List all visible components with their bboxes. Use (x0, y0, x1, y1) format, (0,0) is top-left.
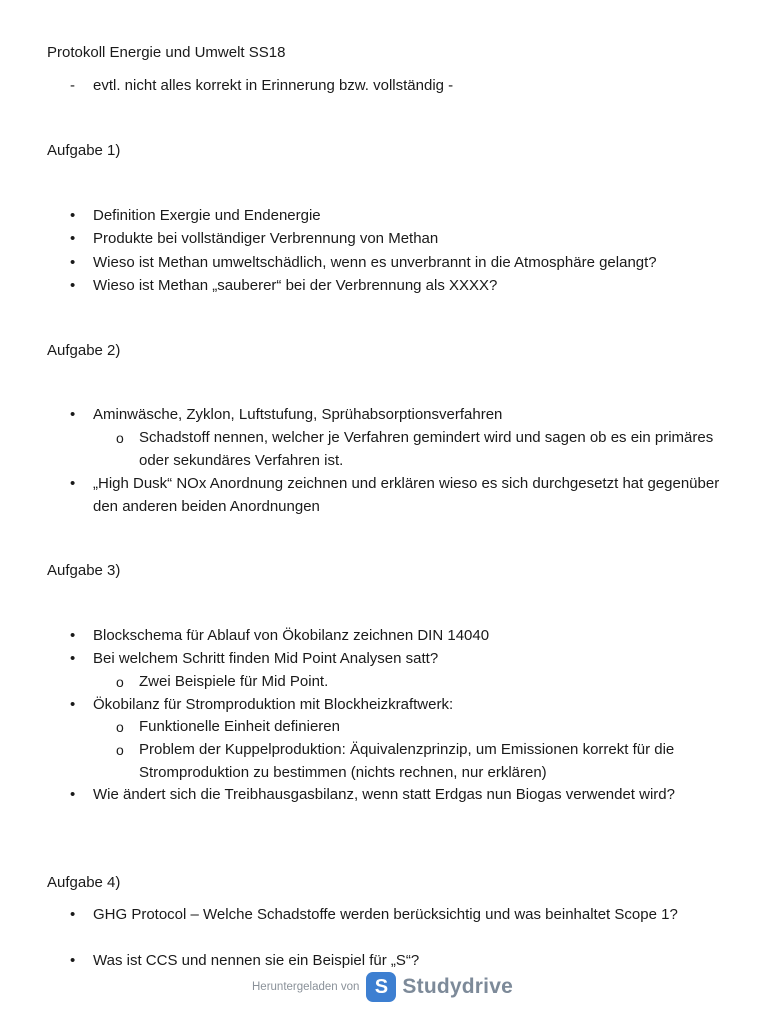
note-text: evtl. nicht alles korrekt in Erinnerung bzw. vollständig - (93, 77, 454, 94)
task-3-item-2: Bei welchem Schritt finden Mid Point Analysen satt? (93, 650, 439, 667)
task-4-item-2: Was ist CCS und nennen sie ein Beispiel für „S“? (93, 952, 420, 969)
bullet-icon: • (70, 254, 76, 271)
note-dash: - (70, 77, 75, 94)
bullet-icon: • (70, 786, 76, 803)
download-watermark (252, 970, 513, 1004)
task-4-heading: Aufgabe 4) (47, 874, 121, 891)
task-1-heading: Aufgabe 1) (47, 142, 121, 159)
task-3-subitem-1: Zwei Beispiele für Mid Point. (139, 673, 329, 690)
document-title: Protokoll Energie und Umwelt SS18 (47, 44, 286, 61)
bullet-icon: • (70, 696, 76, 713)
sub-bullet-icon: o (116, 742, 124, 758)
bullet-icon: • (70, 406, 76, 423)
studydrive-logo-icon: S (366, 972, 396, 1002)
studydrive-brand: Studydrive (402, 974, 513, 998)
bullet-icon: • (70, 952, 76, 969)
bullet-icon: • (70, 207, 76, 224)
task-3-item-3: Ökobilanz für Stromproduktion mit Blockheizkraftwerk: (93, 696, 454, 713)
task-3-subitem-2: Funktionelle Einheit definieren (139, 718, 340, 735)
watermark-label: Heruntergeladen von (252, 980, 360, 993)
task-1-item-3: Wieso ist Methan umweltschädlich, wenn es unverbrannt in die Atmosphäre gelangt? (93, 254, 657, 271)
sub-bullet-icon: o (116, 719, 124, 735)
task-2-item-2: „High Dusk“ NOx Anordnung zeichnen und erklären wieso es sich durchgesetzt hat gegenüber den anderen beiden Anordnungen (93, 475, 720, 515)
bullet-icon: • (70, 627, 76, 644)
intro-note (70, 75, 453, 98)
task-2-heading: Aufgabe 2) (47, 342, 121, 359)
sub-bullet-icon: o (116, 674, 124, 690)
task-2-item-1: Aminwäsche, Zyklon, Luftstufung, Sprühabsorptionsverfahren (93, 406, 503, 423)
bullet-icon: • (70, 230, 76, 247)
task-3-item-1: Blockschema für Ablauf von Ökobilanz zeichnen DIN 14040 (93, 627, 490, 644)
bullet-icon: • (70, 906, 76, 923)
bullet-icon: • (70, 650, 76, 667)
task-4-item-1: GHG Protocol – Welche Schadstoffe werden berücksichtig und was beinhaltet Scope 1? (93, 906, 678, 923)
task-1-item-4: Wieso ist Methan „sauberer“ bei der Verbrennung als XXXX? (93, 277, 498, 294)
task-1-item-2: Produkte bei vollständiger Verbrennung von Methan (93, 230, 439, 247)
sub-bullet-icon: o (116, 430, 124, 446)
task-3-item-4: Wie ändert sich die Treibhausgasbilanz, wenn statt Erdgas nun Biogas verwendet wird? (93, 786, 675, 803)
task-1-item-1: Definition Exergie und Endenergie (93, 207, 321, 224)
task-3-heading: Aufgabe 3) (47, 562, 121, 579)
bullet-icon: • (70, 277, 76, 294)
task-3-subitem-3: Problem der Kuppelproduktion: Äquivalenzprinzip, um Emissionen korrekt für die Stromproduktion zu bestimmen (nichts rechnen, nur erklären) (139, 741, 675, 781)
task-2-subitem-1: Schadstoff nennen, welcher je Verfahren gemindert wird und sagen ob es ein primäres oder sekundäres Verfahren ist. (139, 429, 714, 469)
bullet-icon: • (70, 475, 76, 492)
